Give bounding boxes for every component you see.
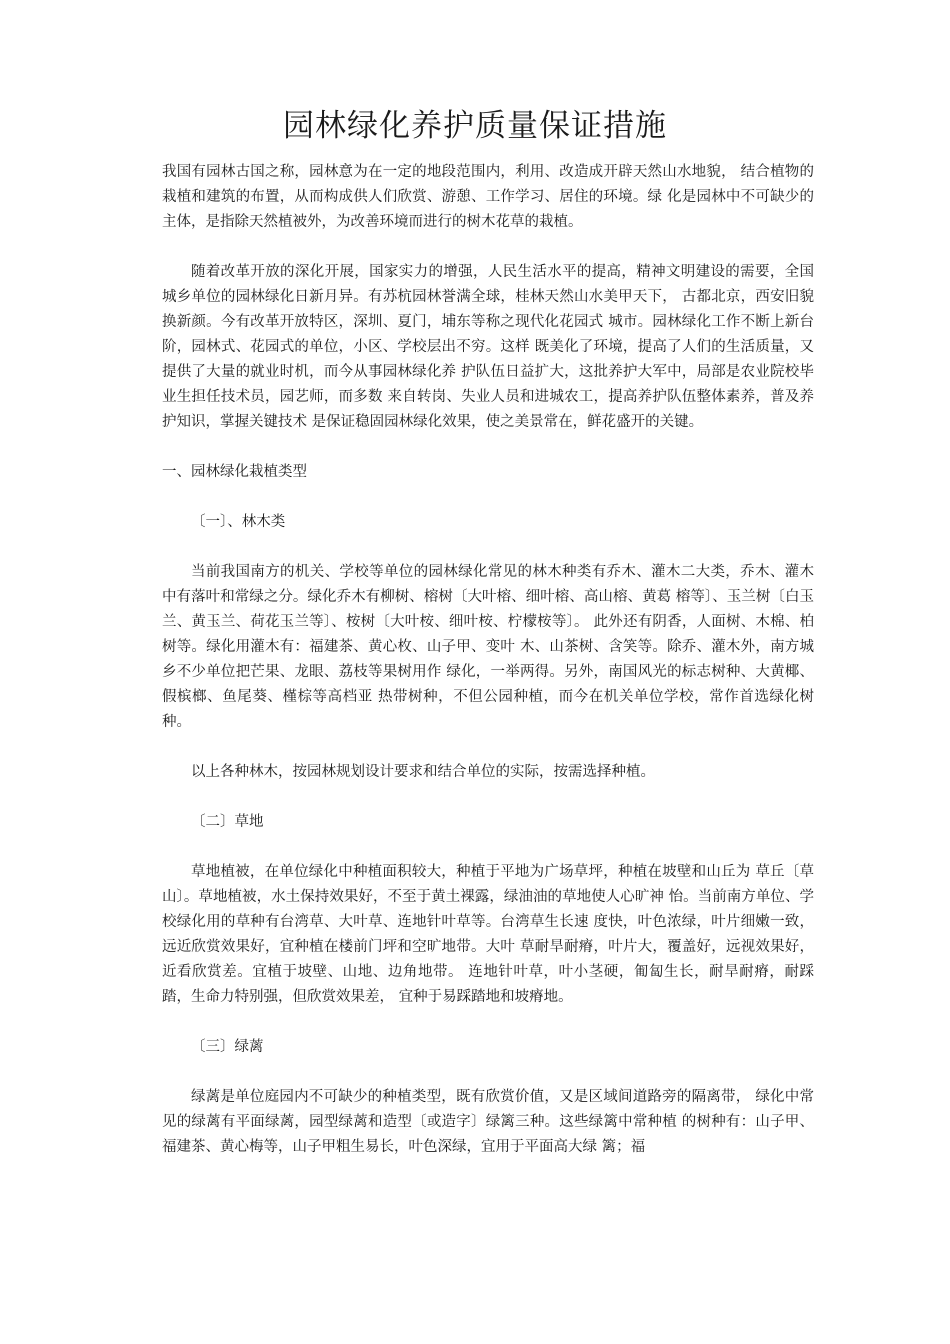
document-body <box>162 160 814 1185</box>
subsection-heading-lawn: 〔二〕草地 <box>191 814 264 830</box>
section-heading-planting-types: 一、园林绿化栽植类型 <box>162 464 307 480</box>
paragraph-intro: 我国有园林古国之称，园林意为在一定的地段范围内，利用、改造成开辟天然山水地貌， 结合植物的栽植和建筑的布置，从而构成供人们欣赏、游憩、工作学习、居住的环境。绿 化是园林中不可缺少的主体，是指除天然植被外，为改善环境而进行的树木花草的栽植。 <box>162 164 814 230</box>
paragraph-lawn: 草地植被，在单位绿化中种植面积较大，种植于平地为广场草坪，种植在坡壁和山丘为 草丘〔草山〕。草地植被，水土保持效果好，不至于黄土裸露，绿油油的草地使人心旷神 怡。当前南方单位、学校绿化用的草种有台湾草、大叶草、连地针叶草等。台湾草生长速 度快，叶色浓绿，叶片细嫩一致，远近欣赏效果好，宜种植在楼前门坪和空旷地带。大叶 草耐旱耐瘠，叶片大，覆盖好，远视效果好，近看欣赏差。宜植于坡壁、山地、边角地带。 连地针叶草，叶小茎硬，匍匐生长，耐旱耐瘠，耐踩踏，生命力特别强，但欣赏效果差， 宜种于易踩踏地和坡瘠地。 <box>162 864 814 1005</box>
paragraph-tree-selection: 以上各种林木，按园林规划设计要求和结合单位的实际，按需选择种植。 <box>191 764 655 780</box>
subsection-heading-hedge: 〔三〕绿蓠 <box>191 1039 264 1055</box>
paragraph-development: 随着改革开放的深化开展，国家实力的增强，人民生活水平的提高，精神文明建设的需要，全国城乡单位的园林绿化日新月异。有苏杭园林誉满全球，桂林天然山水美甲天下， 古都北京，西安旧貌换新颜。今有改革开放特区，深圳、夏门，埔东等称之现代化花园式 城市。园林绿化工作不断上新台阶，园林式、花园式的单位，小区、学校层出不穷。这样 既美化了环境，提高了人们的生活质量，又提供了大量的就业时机，而今从事园林绿化养 护队伍日益扩大，这批养护大军中，局部是农业院校毕业生担任技术员，园艺师，而多数 来自转岗、失业人员和进城农工，提高养护队伍整体素养，普及养护知识，掌握关键技术 是保证稳固园林绿化效果，使之美景常在，鲜花盛开的关键。 <box>162 264 814 430</box>
paragraph-trees: 当前我国南方的机关、学校等单位的园林绿化常见的林木种类有乔木、灌木二大类，乔木、灌木中有落叶和常绿之分。绿化乔木有柳树、榕树〔大叶榕、细叶榕、高山榕、黄葛 榕等〕、玉兰树〔白玉兰、黄玉兰、荷花玉兰等〕、桉树〔大叶桉、细叶桉、柠檬桉等〕。 此外还有阴香，人面树、木棉、柏树等。绿化用灌木有：福建茶、黄心枚、山子甲、变叶 木、山茶树、含笑等。除乔、灌木外，南方城乡不少单位把芒果、龙眼、荔枝等果树用作 绿化，一举两得。另外，南国风光的标志树种、大黄椰、假槟榔、鱼尾葵、槿棕等高档亚 热带树种，不但公园种植，而今在机关单位学校，常作首选绿化树种。 <box>162 564 814 730</box>
subsection-heading-trees: 〔一〕、林木类 <box>191 514 286 530</box>
paragraph-hedge: 绿蓠是单位庭园内不可缺少的种植类型，既有欣赏价值，又是区域间道路旁的隔离带， 绿化中常见的绿蓠有平面绿蓠，园型绿蓠和造型〔或造字〕绿篱三种。这些绿篱中常种植 的树种有：山子甲、福建茶、黄心梅等，山子甲粗生易长，叶色深绿，宜用于平面高大绿 篱；福 <box>162 1089 814 1155</box>
document-title: 园林绿化养护质量保证措施 <box>283 108 667 144</box>
